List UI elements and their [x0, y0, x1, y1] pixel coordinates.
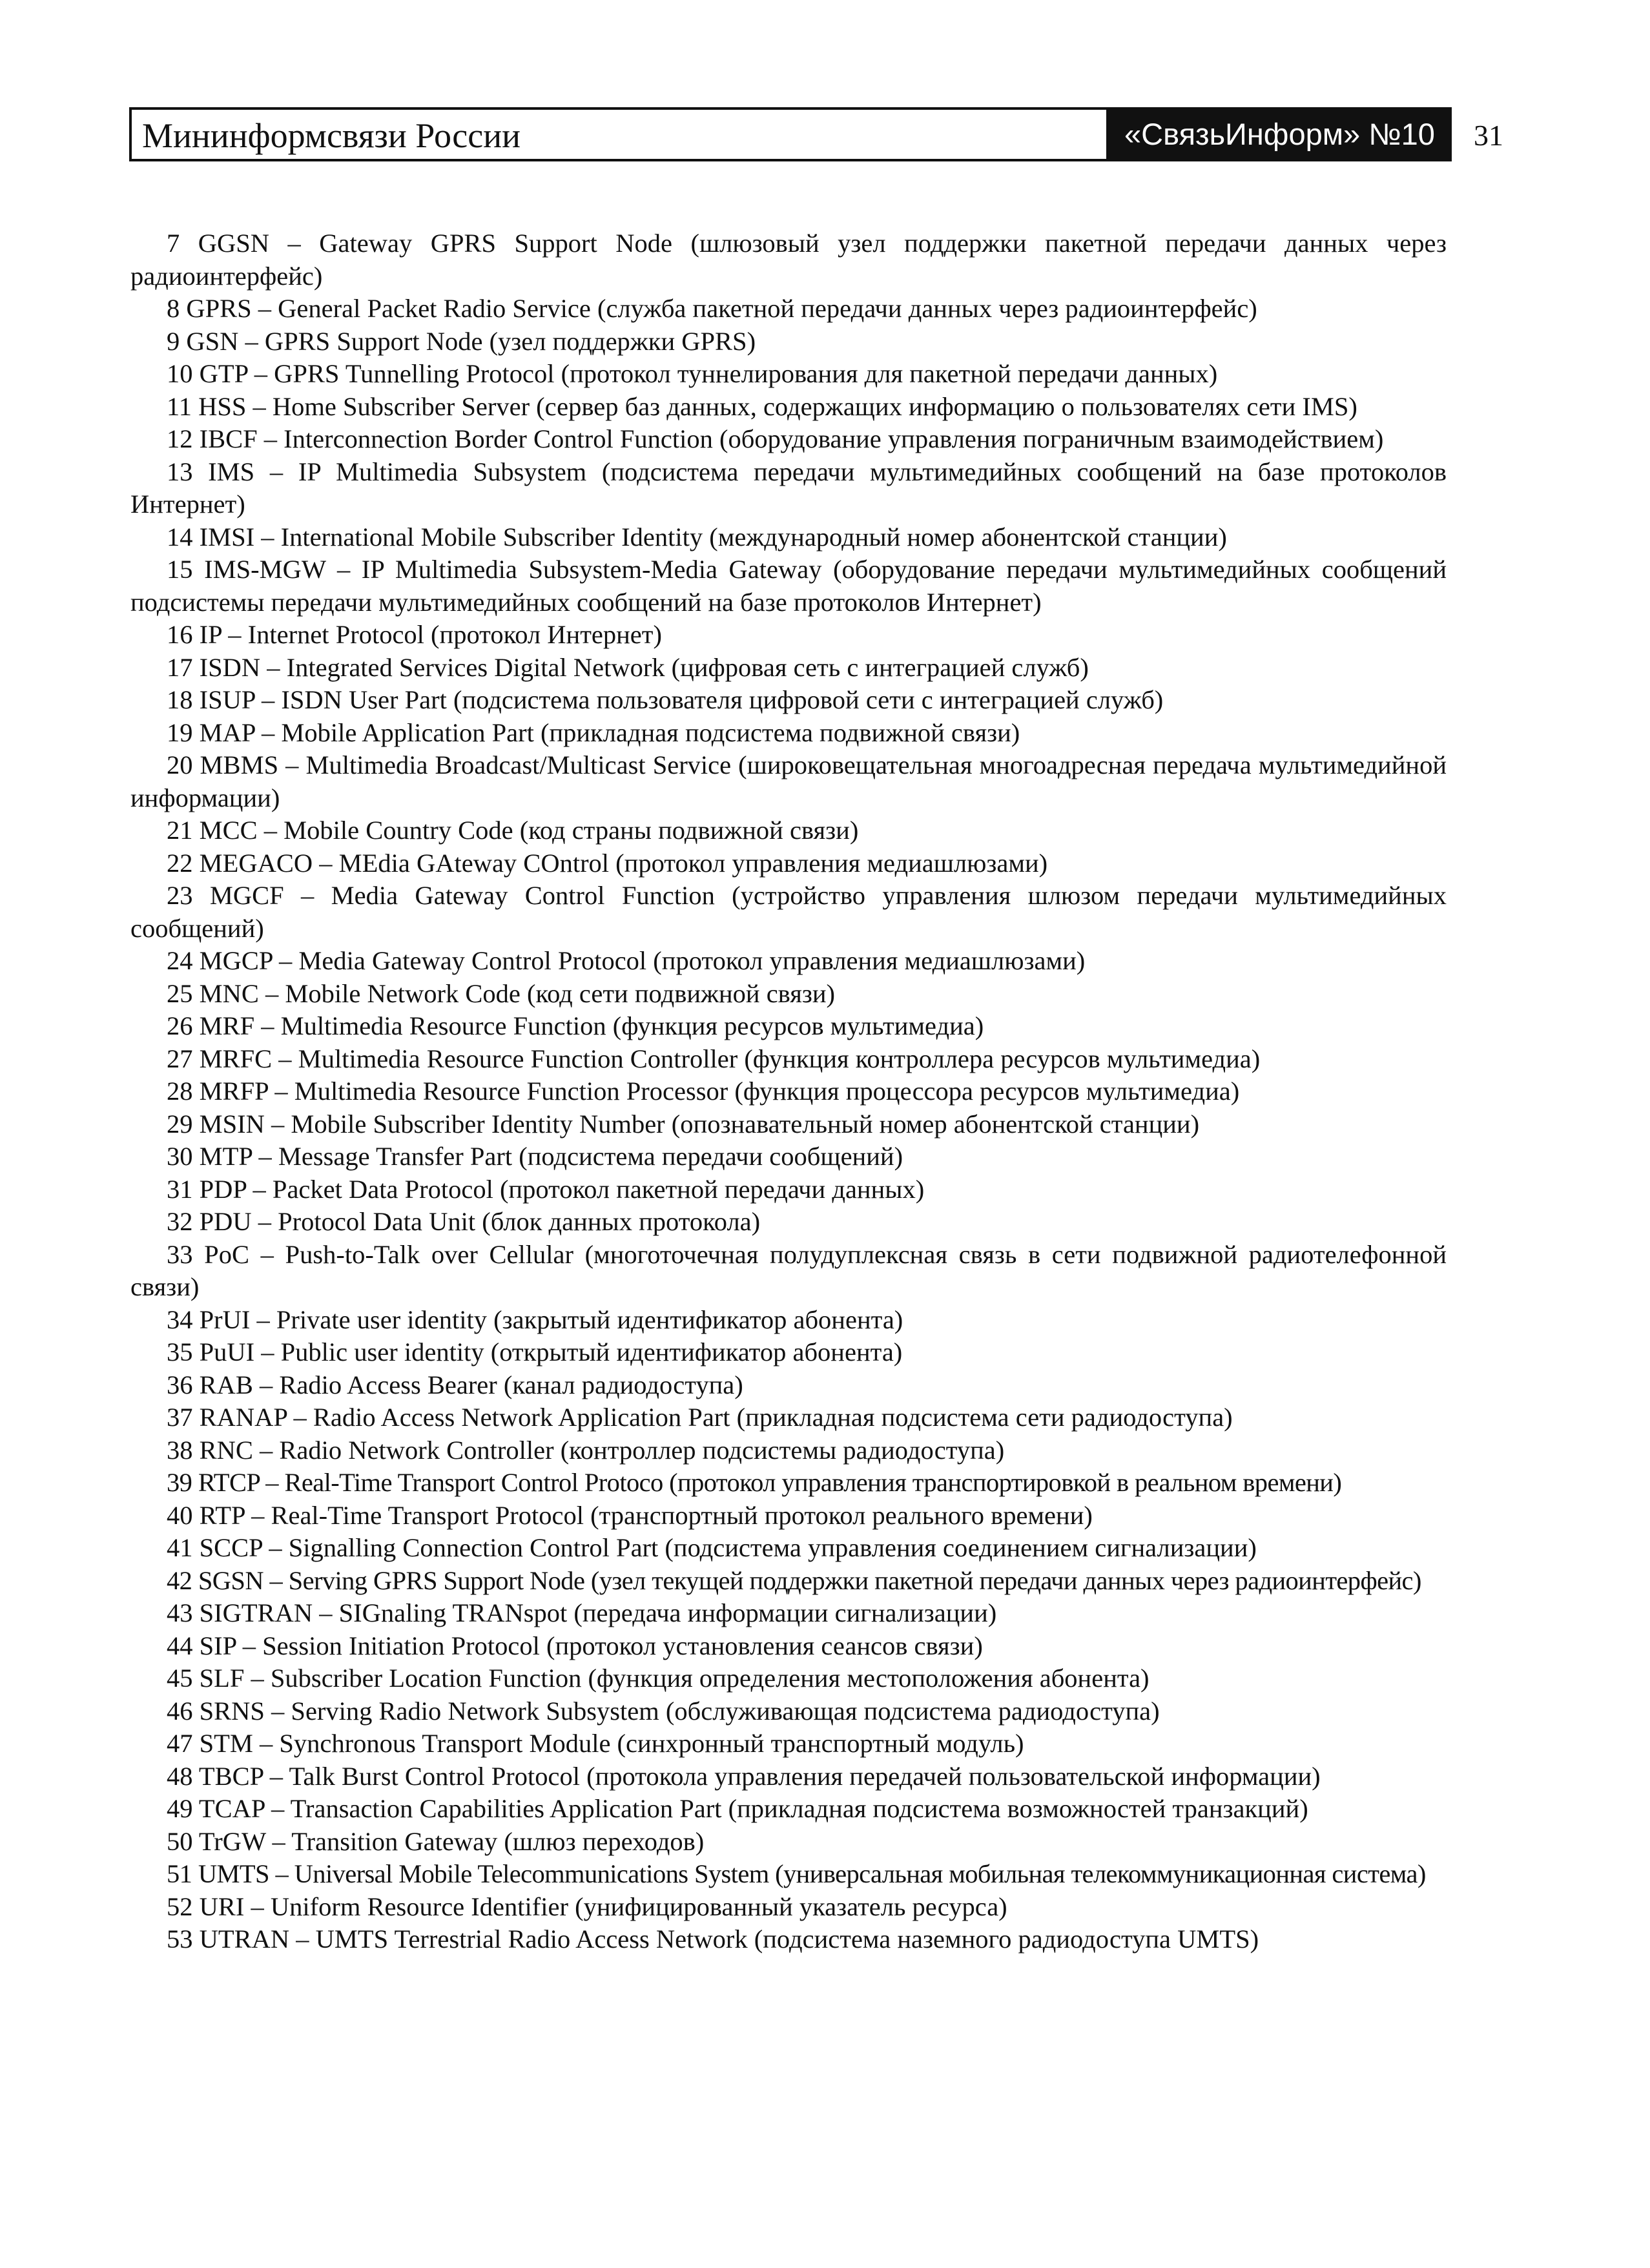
abbreviation-entry: 50 TrGW – Transition Gateway (шлюз переходов) — [167, 1826, 705, 1856]
abbreviation-list — [130, 227, 1447, 1956]
abbreviation-entry: 8 GPRS – General Packet Radio Service (служба пакетной передачи данных через радиоинтерфейс) — [167, 294, 1257, 323]
abbreviation-entry: 18 ISUP – ISDN User Part (подсистема пользователя цифровой сети с интеграцией служб) — [167, 685, 1164, 714]
abbreviation-entry: 43 SIGTRAN – SIGnaling TRANspot (передача информации сигнализации) — [167, 1598, 997, 1627]
abbreviation-entry: 35 PuUI – Public user identity (открытый идентификатор абонента) — [167, 1337, 903, 1366]
abbreviation-entry: 30 MTP – Message Transfer Part (подсистема передачи сообщений) — [167, 1142, 903, 1171]
abbreviation-entry: 24 MGCP – Media Gateway Control Protocol (протокол управления медиашлюзами) — [167, 946, 1086, 975]
abbreviation-entry: 23 MGCF – Media Gateway Control Function (устройство управления шлюзом передачи мультимедийных сообщений) — [130, 881, 1447, 943]
abbreviation-entry: 25 MNC – Mobile Network Code (код сети подвижной связи) — [167, 978, 836, 1008]
abbreviation-entry: 34 PrUI – Private user identity (закрытый идентификатор абонента) — [167, 1304, 903, 1334]
abbreviation-entry: 9 GSN – GPRS Support Node (узел поддержки GPRS) — [167, 326, 756, 356]
journal-badge: «СвязьИнформ» №10 — [1108, 107, 1452, 161]
abbreviation-entry: 36 RAB – Radio Access Bearer (канал радиодоступа) — [167, 1370, 743, 1399]
abbreviation-entry: 26 MRF – Multimedia Resource Function (функция ресурсов мультимедиа) — [167, 1011, 984, 1040]
abbreviation-entry: 49 TCAP – Transaction Capabilities Application Part (прикладная подсистема возможностей транзакций) — [167, 1794, 1308, 1823]
abbreviation-entry: 45 SLF – Subscriber Location Function (функция определения местоположения абонента) — [167, 1664, 1150, 1693]
abbreviation-entry: 38 RNC – Radio Network Controller (контроллер подсистемы радиодоступа) — [167, 1435, 1005, 1465]
abbreviation-entry: 46 SRNS – Serving Radio Network Subsystem (обслуживающая подсистема радиодоступа) — [167, 1696, 1160, 1726]
abbreviation-entry: 37 RANAP – Radio Access Network Application Part (прикладная подсистема сети радиодоступа) — [167, 1403, 1233, 1432]
abbreviation-entry: 10 GTP – GPRS Tunnelling Protocol (протокол туннелирования для пакетной передачи данных) — [167, 359, 1218, 388]
abbreviation-entry: 41 SCCP – Signalling Connection Control Part (подсистема управления соединением сигнализации) — [167, 1533, 1257, 1562]
page-number: 31 — [1474, 119, 1503, 152]
abbreviation-entry: 7 GGSN – Gateway GPRS Support Node (шлюзовый узел поддержки пакетной передачи данных через радиоинтерфейс) — [130, 229, 1447, 291]
abbreviation-entry: 15 IMS-MGW – IP Multimedia Subsystem-Media Gateway (оборудование передачи мультимедийных сообщений подсистемы передачи мультимедийных сообщений на базе протоколов Интернет) — [130, 555, 1447, 617]
abbreviation-entry: 21 MCC – Mobile Country Code (код страны подвижной связи) — [167, 816, 859, 845]
abbreviation-entry: 11 HSS – Home Subscriber Server (сервер баз данных, содержащих информацию о пользователях сети IMS) — [167, 391, 1357, 421]
abbreviation-entry: 32 PDU – Protocol Data Unit (блок данных протокола) — [167, 1207, 761, 1236]
abbreviation-entry: 48 TBCP – Talk Burst Control Protocol (протокола управления передачей пользовательской информации) — [167, 1761, 1321, 1791]
abbreviation-entry: 29 MSIN – Mobile Subscriber Identity Number (опознавательный номер абонентской станции) — [167, 1109, 1200, 1139]
abbreviation-entry: 40 RTP – Real-Time Transport Protocol (транспортный протокол реального времени) — [167, 1500, 1093, 1530]
abbreviation-entry: 51 UMTS – Universal Mobile Telecommunications System (универсальная мобильная телекоммуникационная система) — [167, 1859, 1426, 1888]
abbreviation-entry: 39 RTCP – Real-Time Transport Control Protoco (протокол управления транспортировкой в реальном времени) — [167, 1468, 1342, 1497]
header-ministry: Мининформсвязи России — [142, 116, 521, 155]
abbreviation-entry: 28 MRFP – Multimedia Resource Function Processor (функция процессора ресурсов мультимедиа) — [167, 1077, 1240, 1106]
abbreviation-entry: 12 IBCF – Interconnection Border Control Function (оборудование управления пограничным взаимодействием) — [167, 424, 1384, 453]
abbreviation-entry: 16 IP – Internet Protocol (протокол Интернет) — [167, 620, 662, 649]
abbreviation-entry: 53 UTRAN – UMTS Terrestrial Radio Access Network (подсистема наземного радиодоступа UMTS) — [167, 1924, 1259, 1954]
abbreviation-entry: 33 PoC – Push-to-Talk over Cellular (многоточечная полудуплексная связь в сети подвижной радиотелефонной связи) — [130, 1239, 1447, 1301]
abbreviation-entry: 13 IMS – IP Multimedia Subsystem (подсистема передачи мультимедийных сообщений на базе протоколов Интернет) — [130, 457, 1447, 519]
abbreviation-entry: 42 SGSN – Serving GPRS Support Node (узел текущей поддержки пакетной передачи данных через радиоинтерфейс) — [167, 1565, 1421, 1595]
abbreviation-entry: 17 ISDN – Integrated Services Digital Network (цифровая сеть с интеграцией служб) — [167, 652, 1089, 682]
abbreviation-entry: 27 MRFC – Multimedia Resource Function Controller (функция контроллера ресурсов мультимедиа) — [167, 1044, 1261, 1073]
abbreviation-entry: 14 IMSI – International Mobile Subscriber Identity (международный номер абонентской станции) — [167, 522, 1227, 552]
abbreviation-entry: 22 MEGACO – MEdia GAteway COntrol (протокол управления медиашлюзами) — [167, 848, 1048, 878]
abbreviation-entry: 44 SIP – Session Initiation Protocol (протокол установления сеансов связи) — [167, 1631, 983, 1660]
abbreviation-entry: 47 STM – Synchronous Transport Module (синхронный транспортный модуль) — [167, 1729, 1024, 1758]
abbreviation-entry: 20 MBMS – Multimedia Broadcast/Multicast Service (широковещательная многоадресная передача мультимедийной информации) — [130, 750, 1447, 812]
abbreviation-entry: 31 PDP – Packet Data Protocol (протокол пакетной передачи данных) — [167, 1174, 925, 1204]
abbreviation-entry: 19 MAP – Mobile Application Part (прикладная подсистема подвижной связи) — [167, 717, 1020, 747]
abbreviation-entry: 52 URI – Uniform Resource Identifier (унифицированный указатель ресурса) — [167, 1892, 1007, 1921]
